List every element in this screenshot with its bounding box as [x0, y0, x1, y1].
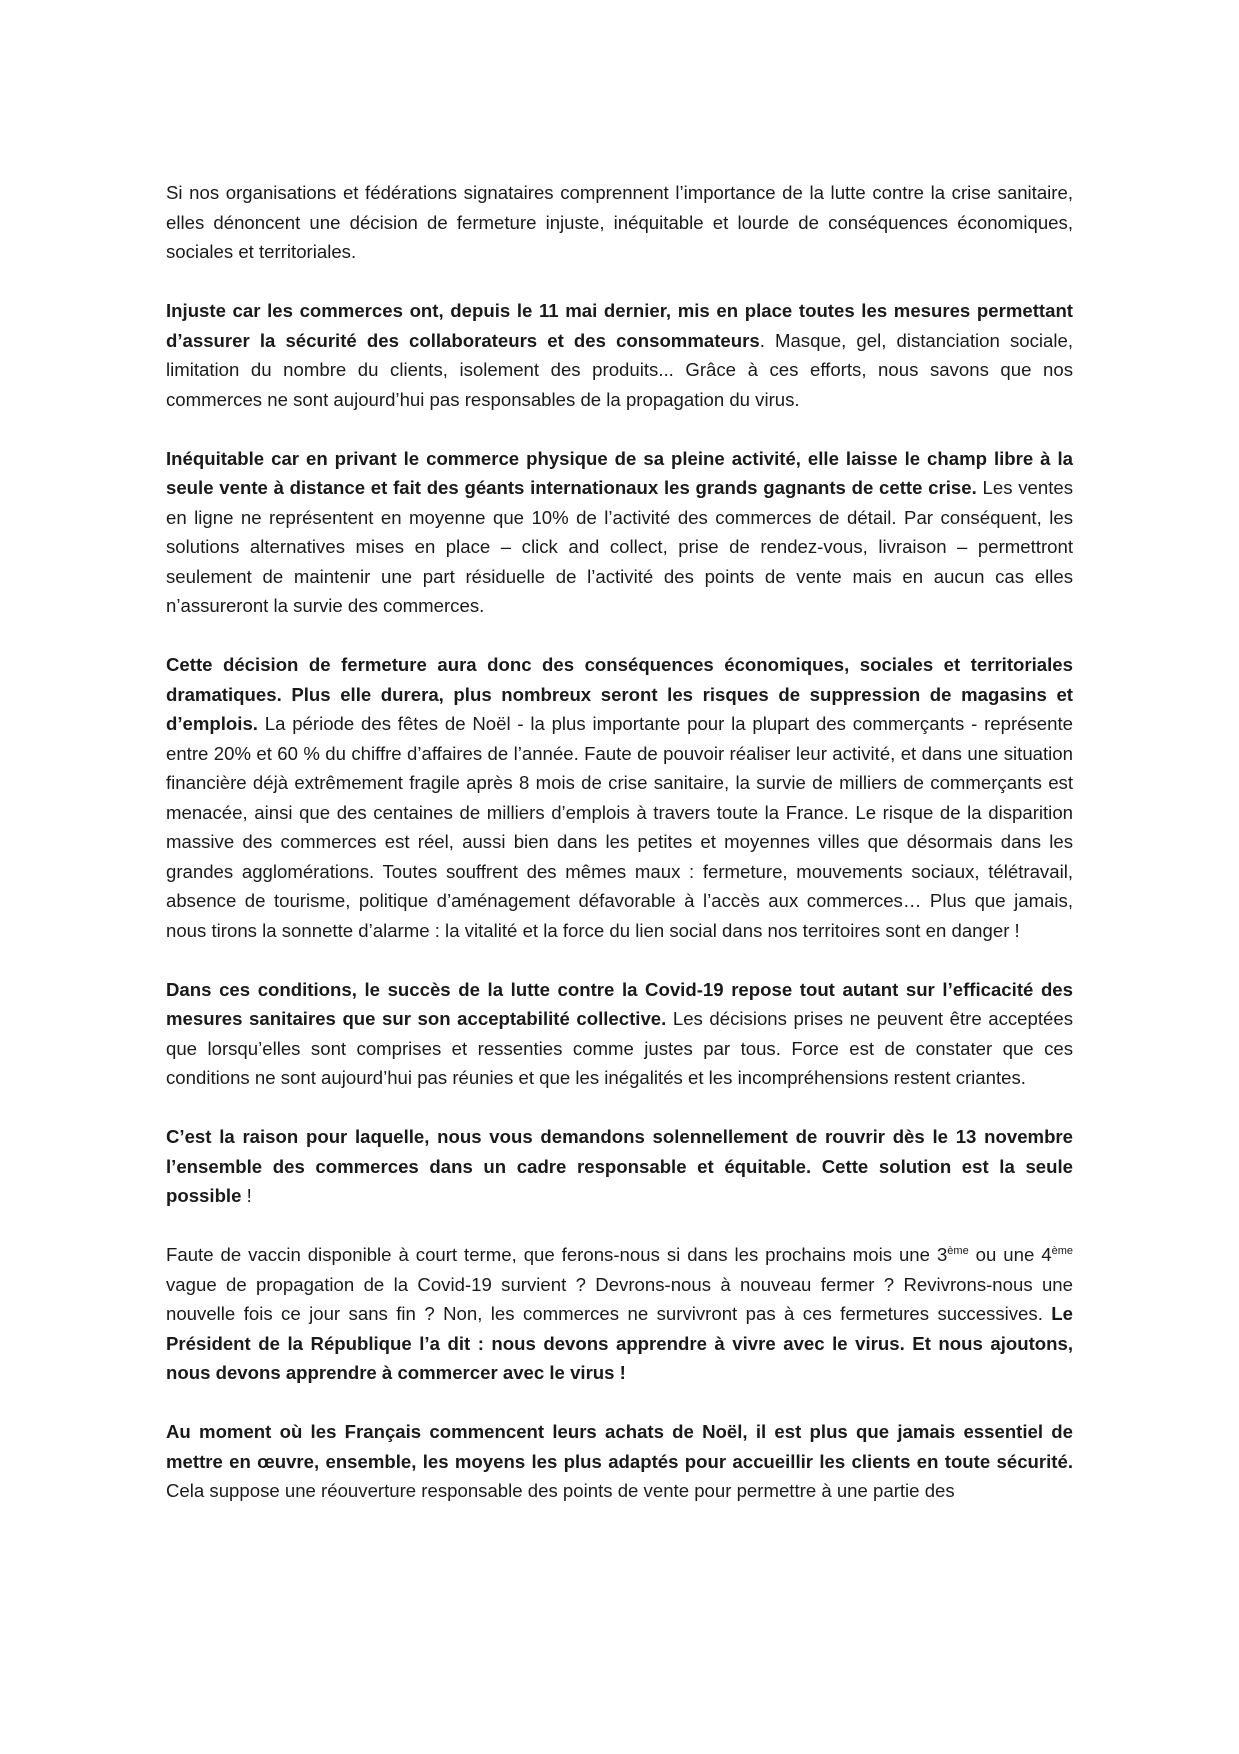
- paragraph-inequitable: [166, 444, 1073, 621]
- paragraph-injuste: [166, 296, 1073, 414]
- paragraph-text: vague de propagation de la Covid-19 survient ? Devrons-nous à nouveau fermer ? Revivrons-nous une nouvelle fois ce jour sans fin ? Non, les commerces ne survivront pas à ces fermetures successives.: [166, 1273, 1073, 1324]
- paragraph-bold-text: Le Président de la République l’a dit : nous devons apprendre à vivre avec le virus. Et nous ajoutons, nous devons apprendre à commercer avec le virus !: [166, 1303, 1073, 1383]
- superscript: ème: [1051, 1244, 1074, 1257]
- paragraph-text: Si nos organisations et fédérations signataires comprennent l’importance de la lutte contre la crise sanitaire, elles dénoncent une décision de fermeture injuste, inéquitable et lourde de conséquences économiques, sociales et territoriales.: [166, 182, 1073, 262]
- paragraph-vaccin: [166, 1240, 1073, 1388]
- paragraph-noel: [166, 1417, 1073, 1506]
- paragraph-text: !: [241, 1185, 252, 1206]
- paragraph-text: Cela suppose une réouverture responsable des points de vente pour permettre à une partie des: [166, 1480, 955, 1501]
- paragraph-intro: [166, 178, 1073, 267]
- paragraph-bold-text: Dans ces conditions, le succès de la lutte contre la Covid-19 repose tout autant sur l’efficacité des mesures sanitaires que sur son acceptabilité collective.: [166, 978, 1073, 1029]
- paragraph-bold-text: C’est la raison pour laquelle, nous vous demandons solennellement de rouvrir dès le 13 novembre l’ensemble des commerces dans un cadre responsable et équitable. Cette solution est la seule possible: [166, 1126, 1073, 1206]
- paragraph-text: . Masque, gel, distanciation sociale, limitation du nombre du clients, isolement des produits... Grâce à ces efforts, nous savons que nos commerces ne sont aujourd’hui pas responsables de la propagation du virus.: [166, 329, 1073, 410]
- paragraph-text: Faute de vaccin disponible à court terme, que ferons-nous si dans les prochains mois une 3: [166, 1244, 948, 1265]
- paragraph-bold-text: Inéquitable car en privant le commerce physique de sa pleine activité, elle laisse le champ libre à la seule vente à distance et fait des géants internationaux les grands gagnants de cette crise.: [166, 447, 1073, 498]
- paragraph-demande: [166, 1122, 1073, 1211]
- document-page: [166, 178, 1073, 1506]
- paragraph-conditions: [166, 975, 1073, 1093]
- paragraph-bold-text: Cette décision de fermeture aura donc des conséquences économiques, sociales et territoriales dramatiques. Plus elle durera, plus nombreux seront les risques de suppression de magasins et d’emplois.: [166, 654, 1073, 734]
- paragraph-text: Les décisions prises ne peuvent être acceptées que lorsqu’elles sont comprises et ressenties comme justes par tous. Force est de constater que ces conditions ne sont aujourd’hui pas réunies et que les inégalités et les incompréhensions restent criantes.: [166, 1008, 1074, 1088]
- paragraph-bold-text: Au moment où les Français commencent leurs achats de Noël, il est plus que jamais essentiel de mettre en œuvre, ensemble, les moyens les plus adaptés pour accueillir les clients en toute sécurité.: [166, 1421, 1073, 1472]
- superscript: ème: [947, 1244, 969, 1257]
- paragraph-text: La période des fêtes de Noël - la plus importante pour la plupart des commerçants - représente entre 20% et 60 % du chiffre d’affaires de l’année. Faute de pouvoir réaliser leur activité, et dans une situation financière déjà extrêmement fragile après 8 mois de crise sanitaire, la survie de milliers de commerçants est menacée, ainsi que des centaines de milliers d’emplois à travers toute la France. Le risque de la disparition massive des commerces est réel, aussi bien dans les petites et moyennes villes que désormais dans les grandes agglomérations. Toutes souffrent des mêmes maux : fermeture, mouvements sociaux, télétravail, absence de tourisme, politique d’aménagement défavorable à l’accès aux commerces… Plus que jamais, nous tirons la sonnette d’alarme : la vitalité et la force du lien social dans nos territoires sont en danger !: [166, 713, 1073, 941]
- paragraph-consequences: [166, 650, 1073, 945]
- paragraph-bold-text: Injuste car les commerces ont, depuis le 11 mai dernier, mis en place toutes les mesures permettant d’assurer la sécurité des collaborateurs et des consommateurs: [166, 300, 1073, 351]
- paragraph-text: ou une 4: [968, 1244, 1052, 1265]
- paragraph-text: Les ventes en ligne ne représentent en moyenne que 10% de l’activité des commerces de détail. Par conséquent, les solutions alternatives mises en place – click and collect, prise de rendez-vous, livraison – permettront seulement de maintenir une part résiduelle de l’activité des points de vente mais en aucun cas elles n’assureront la survie des commerces.: [166, 477, 1073, 616]
